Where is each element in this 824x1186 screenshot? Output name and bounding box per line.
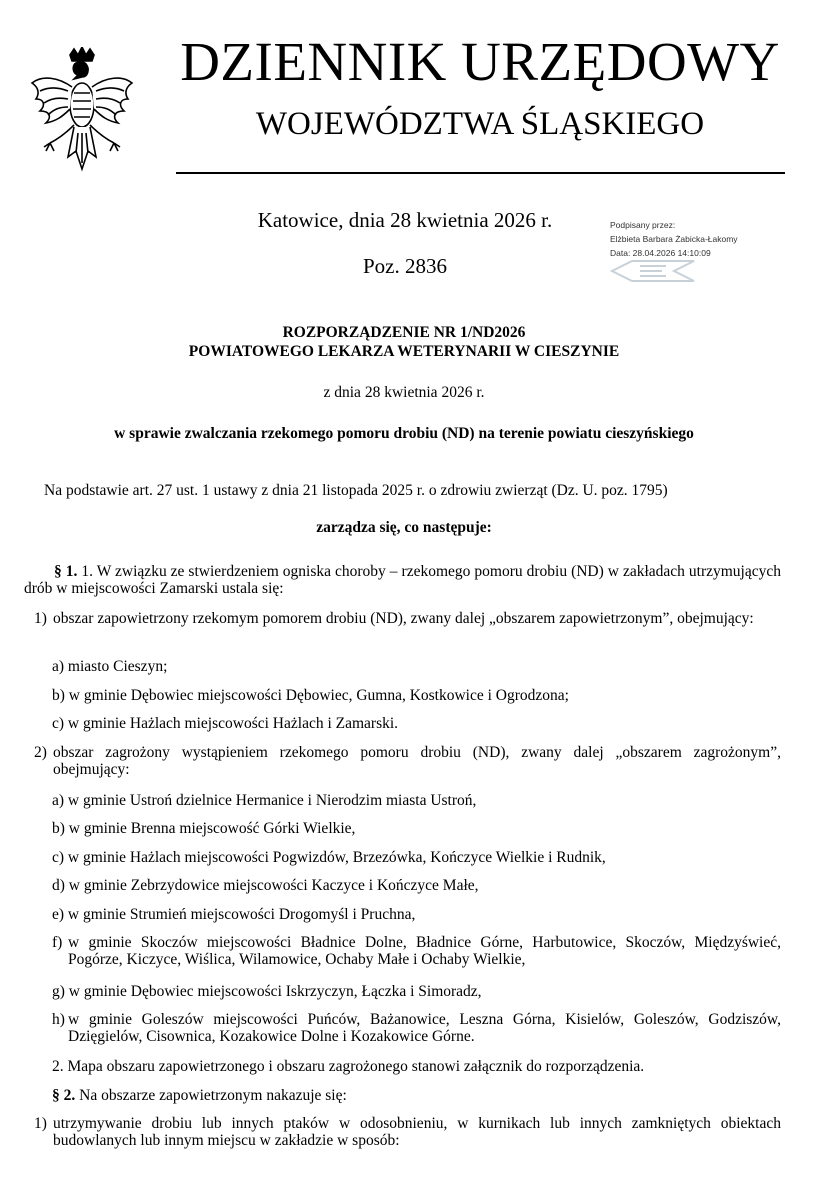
header-divider [176, 172, 785, 174]
point-text: obszar zapowietrzony rzekomym pomorem drobiu (ND), zwany dalej „obszarem zapowietrzonym”, obejmujący: [53, 610, 754, 627]
section1-mark: § 1. [54, 563, 78, 580]
item-text: w gminie Hażlach miejscowości Pogwizdów, Brzezówka, Kończyce Wielkie i Rudnik, [67, 849, 606, 866]
point-number: 1) [34, 610, 47, 627]
item-letter: c) [52, 715, 65, 732]
list-item [52, 934, 781, 968]
item-text: w gminie Brenna miejscowość Górki Wielkie, [68, 820, 356, 837]
item-text: w gminie Dębowiec miejscowości Dębowiec, Gumna, Kostkowice i Ogrodzona; [68, 687, 569, 704]
point-text: obszar zagrożony wystąpieniem rzekomego pomoru drobiu (ND), zwany dalej „obszarem zagrożonym”, obejmujący: [53, 744, 781, 778]
point-number: 1) [34, 1115, 47, 1132]
regulation-title-line2: POWIATOWEGO LEKARZA WETERYNARII W CIESZYNIE [188, 343, 620, 360]
item-letter: g) [52, 983, 65, 1000]
list-item [52, 792, 781, 809]
position-number: Poz. 2836 [363, 254, 447, 278]
regulation-date: z dnia 28 kwietnia 2026 r. [323, 384, 485, 401]
signer-name: Elżbieta Barbara Żabicka-Łakomy [610, 234, 738, 244]
list-item [52, 820, 781, 837]
section1-intro [24, 563, 781, 597]
journal-title: DZIENNIK URZĘDOWY [180, 31, 780, 92]
list-item [52, 687, 781, 704]
section2-intro [52, 1087, 781, 1104]
section1-point1 [34, 610, 781, 627]
item-text: w gminie Dębowiec miejscowości Iskrzyczyn, Łączka i Simoradz, [68, 983, 482, 1000]
regulation-title-line1: ROZPORZĄDZENIE NR 1/ND2026 [282, 324, 526, 341]
list-item [52, 906, 781, 923]
item-text: w gminie Zebrzydowice miejscowości Kaczyce i Kończyce Małe, [68, 877, 479, 894]
journal-subtitle: WOJEWÓDZTWA ŚLĄSKIEGO [255, 106, 705, 142]
section2-intro-text: Na obszarze zapowietrzonym nakazuje się: [75, 1087, 347, 1104]
item-text: w gminie Skoczów miejscowości Bładnice Dolne, Bładnice Górne, Harbutowice, Skoczów, Międzyświeć, Pogórze, Kiczyce, Wiślica, Wilamowice, Ochaby Małe i Ochaby Wielkie, [68, 934, 781, 968]
point-text: utrzymywanie drobiu lub innych ptaków w odosobnieniu, w kurnikach lub innych zamkniętych obiektach budowlanych lub innym miejscu w zakładzie w sposób: [53, 1115, 781, 1149]
place-date: Katowice, dnia 28 kwietnia 2026 r. [257, 208, 553, 232]
section1-point2 [34, 744, 781, 778]
signature-block [610, 218, 738, 260]
list-item [52, 849, 781, 866]
item-letter: f) [52, 934, 63, 951]
list-item [52, 1011, 781, 1045]
signature-label: Podpisany przez: [610, 220, 676, 230]
polish-eagle-emblem-icon [28, 47, 136, 175]
point-number: 2) [34, 744, 47, 761]
item-letter: c) [52, 849, 65, 866]
item-letter: h) [52, 1011, 65, 1028]
section2-point1 [34, 1115, 781, 1149]
item-text: w gminie Goleszów miejscowości Puńców, Bażanowice, Leszna Górna, Kisielów, Goleszów, Godziszów, Dzięgielów, Cisownica, Kozakowice Dolne i Kozakowice Górne. [68, 1011, 781, 1045]
list-item [52, 983, 781, 1000]
e-signature-logo-icon [610, 258, 696, 284]
item-letter: d) [52, 877, 65, 894]
order-clause: zarządza się, co następuje: [316, 519, 492, 536]
section1-para2: 2. Mapa obszaru zapowietrzonego i obszaru zagrożonego stanowi załącznik do rozporządzenia. [52, 1058, 645, 1075]
item-letter: e) [52, 906, 65, 923]
section1-intro-text: 1. W związku ze stwierdzeniem ogniska choroby – rzekomego pomoru drobiu (ND) w zakładach utrzymujących drób w miejscowości Zamarski ustala się: [24, 563, 782, 597]
signature-date: Data: 28.04.2026 14:10:09 [610, 248, 711, 258]
item-text: miasto Cieszyn; [67, 658, 168, 675]
regulation-subject: w sprawie zwalczania rzekomego pomoru drobiu (ND) na terenie powiatu cieszyńskiego [114, 425, 694, 442]
section2-mark: § 2. [52, 1087, 76, 1104]
item-letter: a) [52, 792, 65, 809]
list-item [52, 658, 781, 675]
item-text: w gminie Strumień miejscowości Drogomyśl i Pruchna, [67, 906, 416, 923]
item-letter: b) [52, 687, 65, 704]
item-text: w gminie Ustroń dzielnice Hermanice i Nierodzim miasta Ustroń, [67, 792, 477, 809]
legal-basis: Na podstawie art. 27 ust. 1 ustawy z dnia 21 listopada 2025 r. o zdrowiu zwierząt (Dz. U. poz. 1795) [44, 482, 668, 499]
item-letter: a) [52, 658, 65, 675]
list-item [52, 715, 781, 732]
item-letter: b) [52, 820, 65, 837]
item-text: w gminie Hażlach miejscowości Hażlach i Zamarski. [67, 715, 399, 732]
list-item [52, 877, 781, 894]
